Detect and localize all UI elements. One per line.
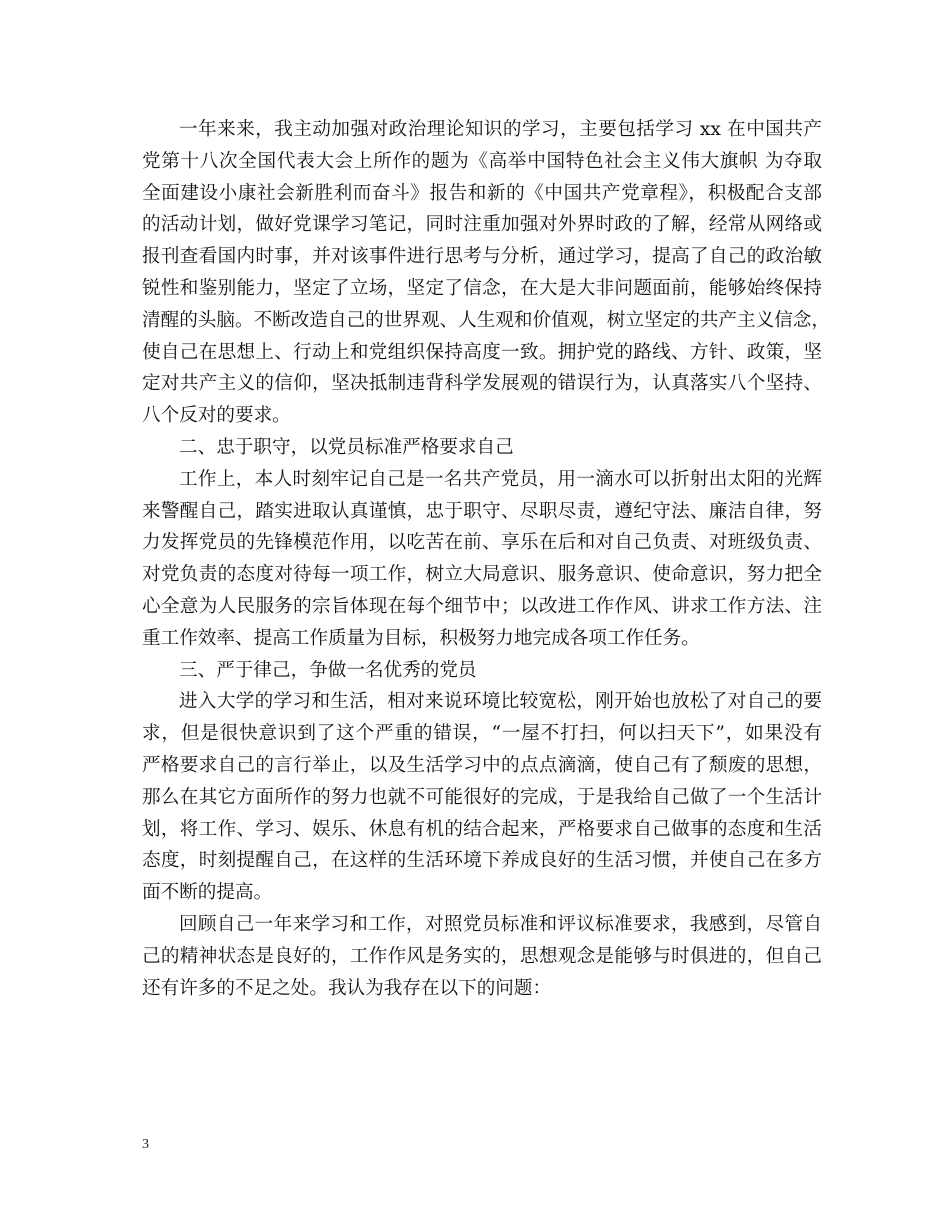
text-line: 全面建设小康社会新胜利而奋斗》报告和新的《中国共产党章程》，积极配合支部 (142, 182, 822, 204)
text-line: 的活动计划，做好党课学习笔记，同时注重加强对外界时政的了解，经常从网络或 (142, 214, 822, 236)
text-line: 一年来来，我主动加强对政治理论知识的学习，主要包括学习 xx 在中国共产 (179, 119, 822, 140)
section-heading (142, 655, 822, 687)
text-line: 己的精神状态是良好的，工作作风是务实的，思想观念是能够与时俱进的，但自己 (142, 945, 822, 967)
document-body (142, 114, 830, 1004)
text-line: 使自己在思想上、行动上和党组织保持高度一致。拥护党的路线、方针、政策，坚 (142, 341, 822, 363)
paragraph (142, 909, 822, 1004)
text-line: 清醒的头脑。不断改造自己的世界观、人生观和价值观，树立坚定的共产主义信念， (142, 309, 830, 331)
text-line: 八个反对的要求。 (142, 405, 291, 427)
text-line: 那么在其它方面所作的努力也就不可能很好的完成，于是我给自己做了一个生活计 (142, 786, 822, 808)
text-line: 工作上，本人时刻牢记自己是一名共产党员，用一滴水可以折射出太阳的光辉 (179, 468, 822, 490)
heading-line: 三、严于律己，争做一名优秀的党员 (179, 659, 477, 681)
text-line: 态度，时刻提醒自己，在这样的生活环境下养成良好的生活习惯，并使自己在多方 (142, 850, 822, 872)
heading-line: 二、忠于职守，以党员标准严格要求自己 (179, 436, 514, 458)
text-line: 还有许多的不足之处。我认为我存在以下的问题： (142, 977, 552, 999)
text-line: 来警醒自己，踏实进取认真谨慎，忠于职守、尽职尽责，遵纪守法、廉洁自律，努 (142, 500, 822, 522)
text-line: 锐性和鉴别能力，坚定了立场，坚定了信念，在大是大非问题面前，能够始终保持 (142, 277, 822, 299)
text-line: 面不断的提高。 (142, 882, 273, 904)
paragraph (142, 686, 822, 909)
text-line: 求，但是很快意识到了这个严重的错误，“一屋不打扫，何以扫天下”，如果没有 (142, 723, 822, 745)
text-line: 进入大学的学习和生活，相对来说环境比较宽松，刚开始也放松了对自己的要 (179, 691, 822, 713)
paragraph (142, 114, 830, 432)
text-line: 重工作效率、提高工作质量为目标，积极努力地完成各项工作任务。 (142, 627, 700, 649)
page-number: 3 (142, 1137, 149, 1152)
text-line: 划，将工作、学习、娱乐、休息有机的结合起来，严格要求自己做事的态度和生活 (142, 818, 822, 840)
text-line: 党第十八次全国代表大会上所作的题为《高举中国特色社会主义伟大旗帜 为夺取 (142, 150, 822, 172)
text-line: 心全意为人民服务的宗旨体现在每个细节中；以改进工作作风、讲求工作方法、注 (142, 595, 822, 617)
paragraph (142, 464, 822, 655)
text-line: 力发挥党员的先锋模范作用，以吃苦在前、享乐在后和对自己负责、对班级负责、 (142, 532, 822, 554)
text-line: 严格要求自己的言行举止，以及生活学习中的点点滴滴，使自己有了颓废的思想， (142, 754, 822, 776)
text-line: 定对共产主义的信仰，坚决抵制违背科学发展观的错误行为，认真落实八个坚持、 (142, 373, 822, 395)
text-line: 回顾自己一年来学习和工作，对照党员标准和评议标准要求，我感到，尽管自 (179, 913, 822, 935)
text-line: 报刊查看国内时事，并对该事件进行思考与分析，通过学习，提高了自己的政治敏 (142, 246, 822, 268)
text-line: 对党负责的态度对待每一项工作，树立大局意识、服务意识、使命意识，努力把全 (142, 564, 822, 586)
section-heading (142, 432, 822, 464)
